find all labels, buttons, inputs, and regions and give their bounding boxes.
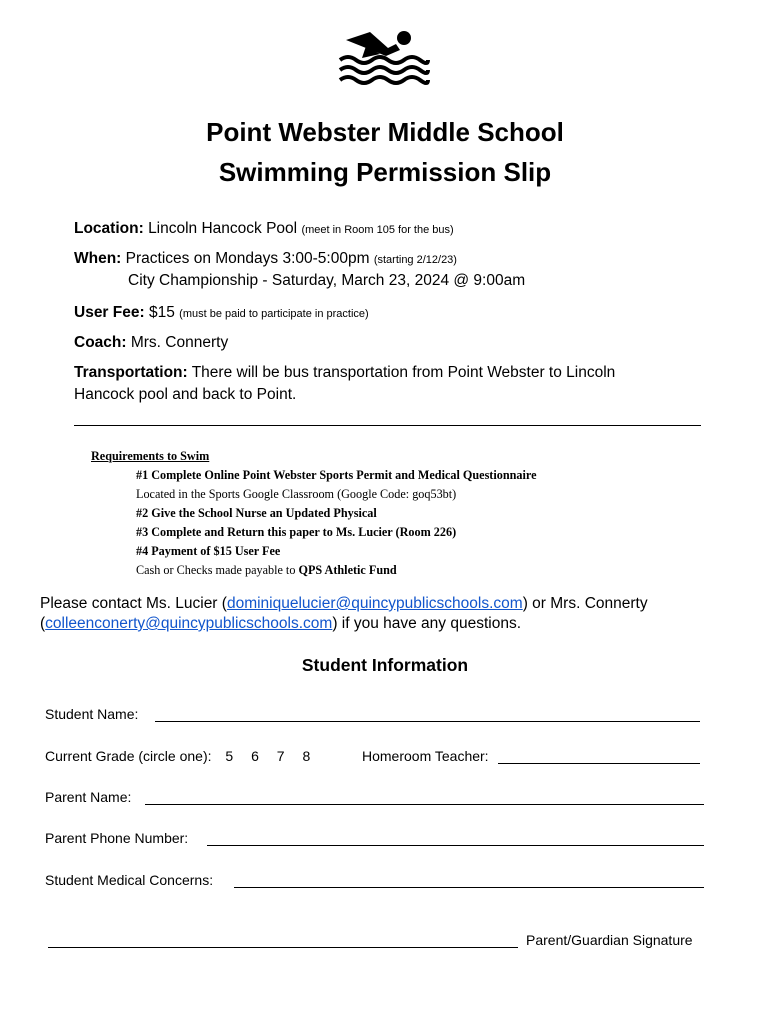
transport-label: Transportation: <box>74 364 188 381</box>
grade-label: Current Grade (circle one): <box>45 748 212 764</box>
contact-prefix: Please contact Ms. Lucier ( <box>40 595 227 612</box>
parent-name-field[interactable] <box>145 804 704 805</box>
fee-row <box>74 302 369 325</box>
requirement-1: #1 Complete Online Point Webster Sports Permit and Medical Questionnaire <box>136 468 537 482</box>
parent-phone-label: Parent Phone Number: <box>45 830 189 846</box>
transport-row <box>74 362 615 384</box>
parent-phone-field[interactable] <box>207 845 704 846</box>
page-subtitle: Swimming Permission Slip <box>218 157 552 187</box>
medical-concerns-label: Student Medical Concerns: <box>45 872 214 888</box>
signature-label: Parent/Guardian Signature <box>526 932 693 948</box>
requirement-3: #3 Complete and Return this paper to Ms. Lucier (Room 226) <box>136 525 457 539</box>
contact-line2 <box>40 614 521 634</box>
when-note: (starting 2/12/23) <box>373 254 457 266</box>
when-row <box>74 248 457 271</box>
email-link-connerty[interactable]: colleenconerty@quincypublicschools.com <box>45 615 333 632</box>
coach-label: Coach: <box>74 334 127 351</box>
parent-name-label: Parent Name: <box>45 789 132 805</box>
requirement-4: #4 Payment of $15 User Fee <box>136 544 281 558</box>
location-label: Location: <box>74 220 144 237</box>
fee-value: $15 <box>148 304 175 321</box>
student-info-heading: Student Information <box>301 655 469 675</box>
transport-line2: Hancock pool and back to Point. <box>74 386 297 403</box>
contact-line1 <box>40 594 648 614</box>
payment-note: Cash or Checks made payable to <box>136 563 296 577</box>
page-title: Point Webster Middle School <box>206 117 564 147</box>
contact-middle: ) or Mrs. Connerty <box>522 595 648 612</box>
student-name-label: Student Name: <box>45 706 139 722</box>
student-name-field[interactable] <box>155 721 700 722</box>
grade-option-7[interactable]: 7 <box>276 748 285 764</box>
divider <box>74 425 701 426</box>
contact-suffix: ) if you have any questions. <box>332 615 522 632</box>
grade-option-6[interactable]: 6 <box>251 748 259 764</box>
fee-label: User Fee: <box>74 304 145 321</box>
homeroom-label: Homeroom Teacher: <box>362 748 489 764</box>
requirements-heading: Requirements to Swim <box>91 449 210 463</box>
medical-concerns-field[interactable] <box>234 887 704 888</box>
location-note: (meet in Room 105 for the bus) <box>301 224 454 236</box>
grade-row <box>45 748 310 764</box>
payee: QPS Athletic Fund <box>298 563 397 577</box>
requirement-2: #2 Give the School Nurse an Updated Physical <box>136 506 377 520</box>
homeroom-field[interactable] <box>498 763 700 764</box>
location-row <box>74 218 454 241</box>
location-value: Lincoln Hancock Pool <box>148 220 298 237</box>
email-link-lucier[interactable]: dominiquelucier@quincypublicschools.com <box>226 595 523 612</box>
grade-option-8[interactable]: 8 <box>302 748 311 764</box>
fee-note: (must be paid to participate in practice) <box>179 308 369 320</box>
swimmer-icon <box>336 26 432 86</box>
contact-open: ( <box>40 615 46 632</box>
championship-line: City Championship - Saturday, March 23, 2024 @ 9:00am <box>128 272 526 289</box>
when-value: Practices on Mondays 3:00-5:00pm <box>125 250 370 267</box>
grade-option-5[interactable]: 5 <box>225 748 234 764</box>
signature-field[interactable] <box>48 947 518 948</box>
transport-text: There will be bus transportation from Point Webster to Lincoln <box>191 364 616 381</box>
requirement-4-note <box>136 561 397 580</box>
when-label: When: <box>74 250 122 267</box>
coach-value: Mrs. Connerty <box>130 334 229 351</box>
coach-row <box>74 332 228 354</box>
requirement-1-note: Located in the Sports Google Classroom (Google Code: goq53bt) <box>136 487 457 501</box>
